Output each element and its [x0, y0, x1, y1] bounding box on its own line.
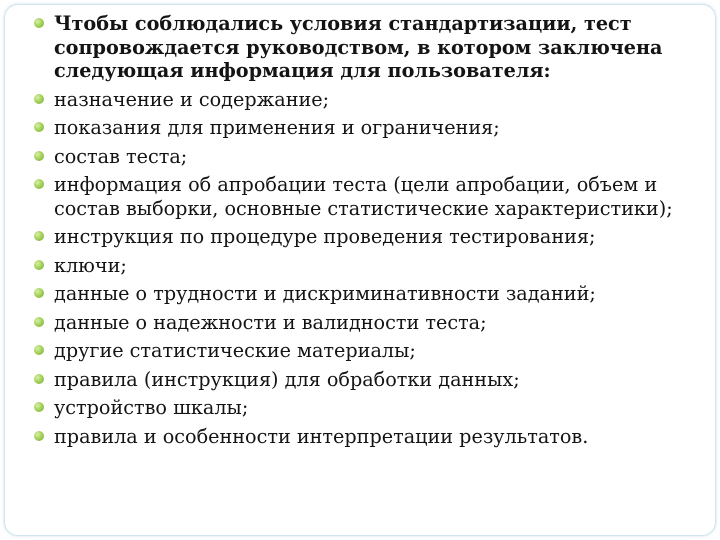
list-item-text: информация об апробации теста (цели апробации, объем и состав выборки, основные статистические характеристики); — [54, 173, 673, 220]
bullet-icon — [34, 94, 44, 104]
bullet-icon — [34, 260, 44, 270]
bullet-icon — [34, 18, 44, 28]
bullet-icon — [34, 374, 44, 384]
list-item — [34, 396, 704, 420]
list-item-text: правила и особенности интерпретации результатов. — [54, 424, 589, 448]
list-item-text: инструкция по процедуре проведения тестирования; — [54, 225, 596, 248]
list-item-text: устройство шкалы; — [54, 396, 249, 419]
list-item-text: состав теста; — [54, 144, 188, 168]
list-item — [34, 368, 704, 392]
bullet-icon — [34, 402, 44, 412]
list-item-text: ключи; — [54, 253, 127, 277]
list-item — [34, 145, 704, 169]
list-item-text: данные о трудности и дискриминативности заданий; — [54, 282, 596, 305]
bullet-icon — [34, 122, 44, 132]
list-item-text: правила (инструкция) для обработки данных; — [54, 367, 520, 391]
list-item — [34, 173, 704, 220]
list-item — [34, 339, 704, 363]
requirements-list — [34, 12, 704, 453]
list-item — [34, 425, 704, 449]
list-item — [34, 254, 704, 278]
list-item — [34, 311, 704, 335]
list-item — [34, 116, 704, 140]
list-item-text: показания для применения и ограничения; — [54, 116, 500, 139]
bullet-icon — [34, 288, 44, 298]
bullet-icon — [34, 231, 44, 241]
list-item — [34, 225, 704, 249]
list-item — [34, 282, 704, 306]
bullet-icon — [34, 179, 44, 189]
bullet-icon — [34, 317, 44, 327]
list-item-text: назначение и содержание; — [54, 87, 330, 111]
list-item — [34, 88, 704, 112]
list-item-intro — [34, 12, 704, 83]
list-item-text: другие статистические материалы; — [54, 339, 416, 362]
list-item-text: данные о надежности и валидности теста; — [54, 310, 487, 334]
bullet-icon — [34, 151, 44, 161]
list-item-text: Чтобы соблюдались условия стандартизации, тест сопровождается руководством, в котором заключена следующая информация для пользователя: — [54, 12, 663, 82]
bullet-icon — [34, 345, 44, 355]
bullet-icon — [34, 431, 44, 441]
